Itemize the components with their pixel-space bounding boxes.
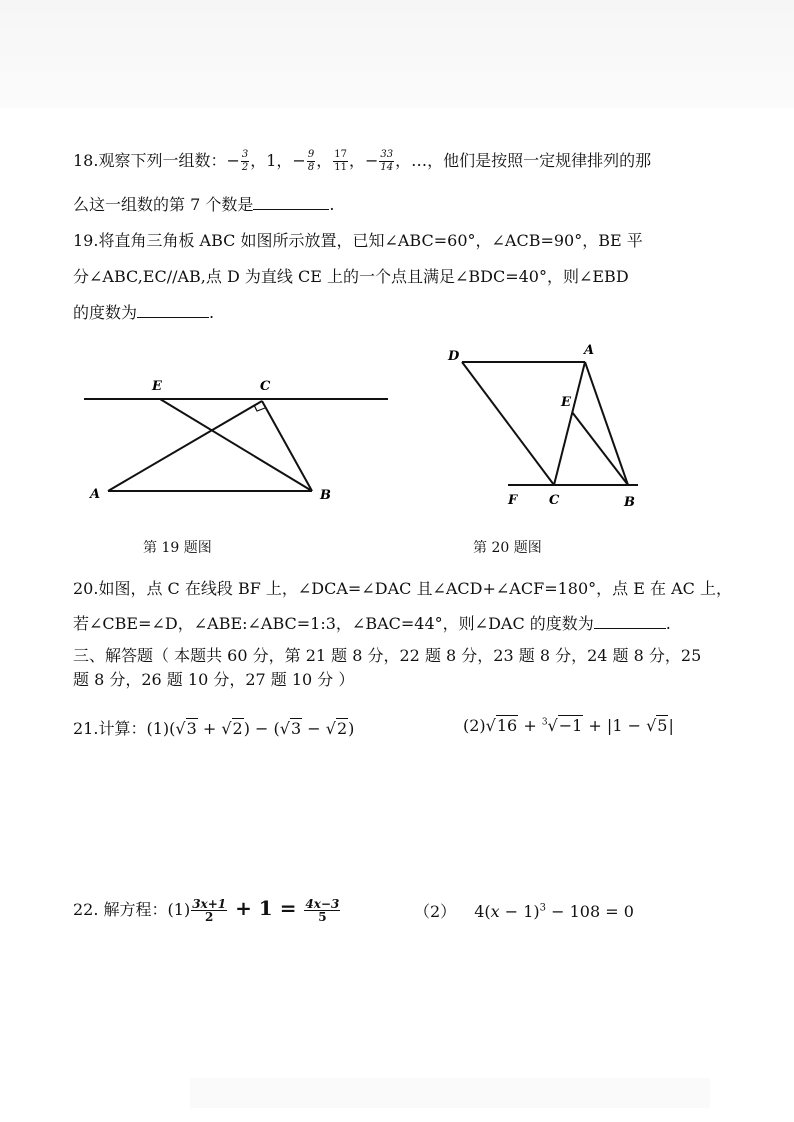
- fig19-side-cb: [262, 401, 312, 491]
- fig19-label-e: E: [152, 379, 162, 394]
- page-footer-band: [190, 1078, 710, 1108]
- q21-part2: [463, 716, 674, 735]
- q18-seq-5: − $\frac{33}{14}$: [364, 149, 394, 173]
- q18-answer-blank: [253, 195, 329, 210]
- q19-answer-blank: [137, 303, 209, 318]
- section3-line2: 题 8 分，26 题 10 分，27 题 10 分 ）: [73, 670, 355, 689]
- fig20-label-e: E: [561, 395, 571, 410]
- q22-part2: [414, 899, 634, 922]
- figure-19: [80, 370, 400, 510]
- q21-expr1: (√3 + √2) − (√3 − √2): [169, 719, 355, 738]
- q22-label: 22. 解方程：(1): [73, 900, 191, 919]
- fig20-caption: 第 20 题图: [473, 540, 542, 556]
- q22-frac-right: $\frac{4x-3}{5}$: [305, 897, 340, 924]
- q21-line: [73, 716, 354, 739]
- q18-seq-1: − $\frac{3}{2}$: [226, 149, 249, 173]
- q20-line2-text: 若∠CBE=∠D，∠ABE:∠ABC=1:3，∠BAC=44°，则∠DAC 的度数为: [73, 614, 594, 633]
- q18-seq-3: − $\frac{9}{8}$: [292, 149, 315, 173]
- fig20-label-b: B: [624, 495, 635, 510]
- q21-part2-label: (2): [463, 716, 486, 735]
- q18-line2-text: 么这一组数的第 7 个数是: [73, 195, 254, 214]
- q19-line1: 19.将直角三角板 ABC 如图所示放置，已知∠ABC=60°，∠ACB=90°，BE 平: [73, 231, 643, 250]
- fig20-label-d: D: [448, 349, 460, 364]
- q18-suffix: …，他们是按照一定规律排列的那: [411, 151, 652, 170]
- q21-label: 21.计算：(1): [73, 719, 170, 738]
- q22-line: [73, 896, 341, 923]
- q20-line2: 若∠CBE=∠D，∠ABE:∠ABC=1:3，∠BAC=44°，则∠DAC 的度数为 .: [73, 614, 671, 633]
- q22-expr2: $4(x - 1)^3 - 108 = 0$: [474, 902, 634, 921]
- fig19-label-c: C: [260, 379, 271, 394]
- q19-line3: 的度数为 .: [73, 303, 215, 322]
- q19-line2: 分∠ABC,EC//AB,点 D 为直线 CE 上的一个点且满足∠BDC=40°，则∠EBD: [73, 267, 629, 286]
- q20-answer-blank: [594, 614, 666, 629]
- fig20-label-c: C: [549, 493, 560, 508]
- fig20-segment-dc: [462, 362, 554, 485]
- fig19-caption: 第 19 题图: [143, 540, 212, 556]
- section3-line1: 三、解答题（ 本题共 60 分，第 21 题 8 分，22 题 8 分，23 题 8 分，24 题 8 分，25: [73, 646, 702, 665]
- q22-frac-left: $\frac{3x+1}{2}$: [192, 897, 227, 924]
- q20-line1: 20.如图，点 C 在线段 BF 上，∠DCA=∠DAC 且∠ACD+∠ACF=180°，点 E 在 AC 上，: [73, 579, 732, 598]
- q21-expr2: √16 + $^3$√−1 + |1 − √5|: [485, 716, 674, 735]
- fig20-label-a: A: [584, 343, 595, 358]
- fig19-label-b: B: [320, 488, 331, 503]
- fig20-label-f: F: [508, 493, 518, 508]
- q18-seq-4: $\frac{17}{11}$: [334, 149, 347, 173]
- fig19-segment-eb: [160, 399, 312, 491]
- q18-line2: 么这一组数的第 7 个数是 .: [73, 195, 335, 214]
- q18-prefix: 18.观察下列一组数：: [73, 151, 227, 170]
- q18-line1: 18.观察下列一组数：− $\frac{3}{2}$ ，1，− $\frac{9}{8}$ ， $\frac{17}{11}$ ，− $\frac{33}{14}$ ，…，他们是按照一定规律排列的那: [73, 149, 652, 173]
- fig20-segment-ab: [585, 362, 628, 485]
- page-header-band: [0, 0, 794, 108]
- fig19-label-a: A: [90, 487, 101, 502]
- q22-eq-mid: + 1 =: [228, 896, 304, 920]
- fig19-right-angle-mark: [254, 405, 265, 411]
- q19-line3-text: 的度数为: [73, 303, 138, 322]
- figure-20: [440, 340, 650, 515]
- q22-part2-label: （2）: [414, 902, 457, 921]
- fig20-segment-eb: [572, 412, 628, 485]
